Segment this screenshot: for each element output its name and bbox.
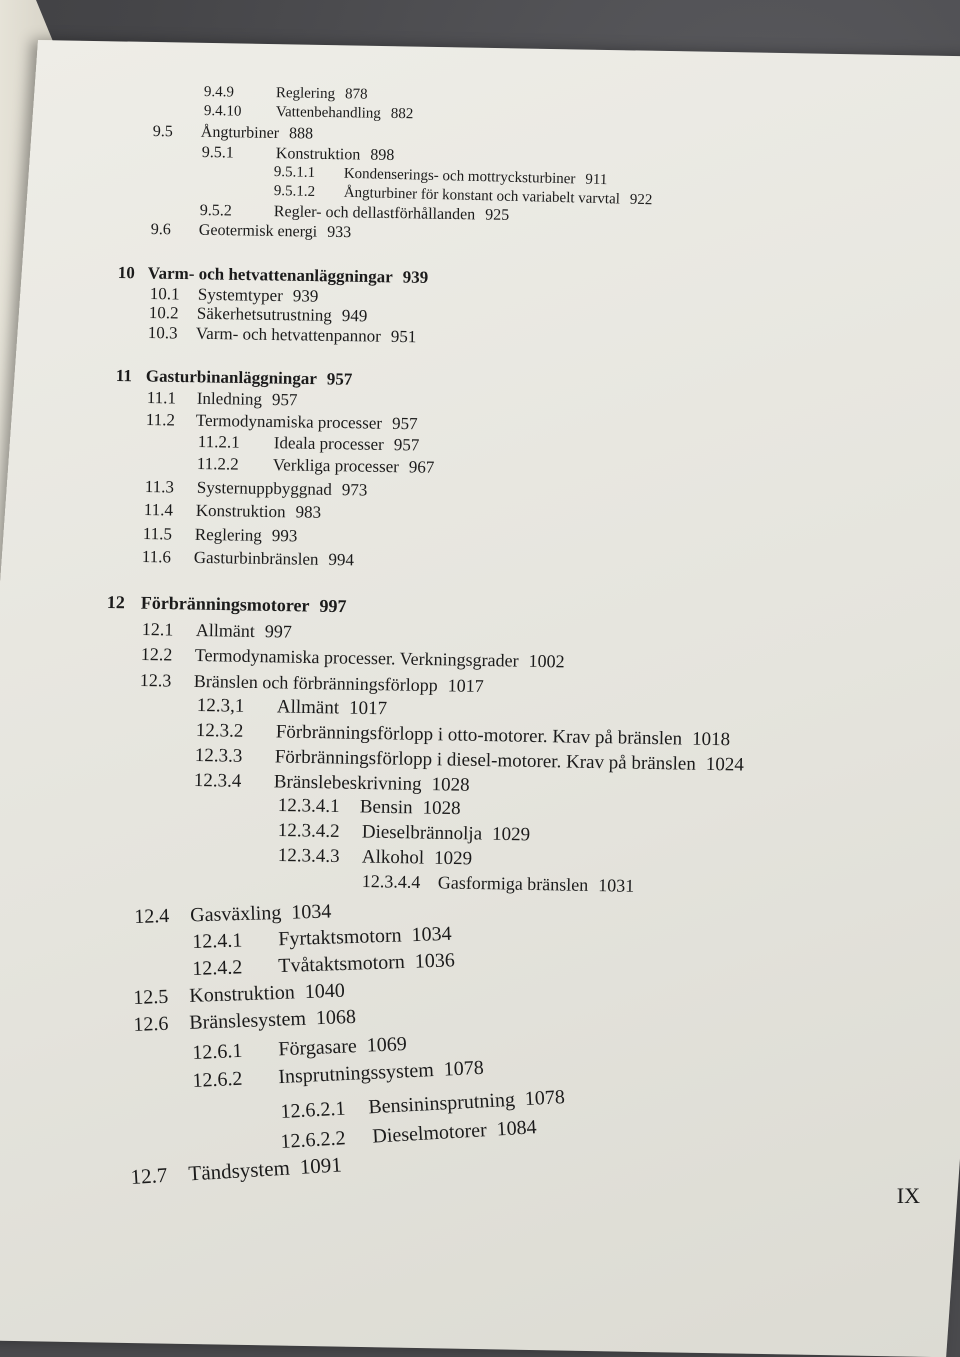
toc-entry-title-text: Förgasare bbox=[277, 1035, 358, 1061]
toc-entry-title bbox=[278, 1034, 407, 1059]
toc-entry-page: 983 bbox=[295, 502, 322, 522]
toc-entry-title-text: Gasväxling bbox=[189, 901, 282, 927]
toc-entry-title bbox=[275, 747, 744, 774]
toc-entry-title-text: Varm- och hetvattenanläggningar bbox=[147, 263, 393, 287]
toc-entry-title bbox=[362, 847, 473, 868]
toc-entry-title-text: Allmänt bbox=[276, 696, 340, 719]
toc-entry-page: 951 bbox=[390, 326, 417, 347]
toc-entry-title-text: Geotermisk energi bbox=[198, 221, 318, 241]
toc-entry-page: 1017 bbox=[447, 675, 484, 696]
toc-entry-number: 10.3 bbox=[147, 323, 178, 343]
toc-entry-number: 11.2 bbox=[145, 410, 176, 430]
toc-entry-title bbox=[273, 456, 435, 476]
toc-entry-title bbox=[360, 797, 461, 818]
toc-entry-page: 1024 bbox=[705, 753, 744, 776]
toc-entry-number: 12 bbox=[106, 592, 126, 613]
toc-entry-title-text: Förbränningsförlopp i otto-motorer. Krav på bränslen bbox=[275, 721, 683, 750]
toc-entry-title-text: Konstruktion bbox=[188, 981, 296, 1008]
toc-entry-number: 9.5.1.1 bbox=[273, 164, 316, 182]
toc-entry-number: 9.4.9 bbox=[203, 84, 235, 101]
toc-entry-title-text: Förbränningsmotorer bbox=[140, 592, 310, 616]
toc-entry-number: 12.3,1 bbox=[196, 695, 245, 717]
toc-entry-number: 9.5.1.2 bbox=[273, 183, 316, 201]
toc-entry-title bbox=[278, 950, 455, 976]
toc-entry-page: 994 bbox=[328, 549, 355, 570]
toc-entry-number: 12.6 bbox=[132, 1012, 169, 1036]
toc-entry-title-text: Förbränningsförlopp i diesel-motorer. Krav på bränslen bbox=[274, 746, 697, 775]
toc-entry-number: 9.5.2 bbox=[199, 202, 233, 220]
toc-entry-title bbox=[362, 822, 531, 844]
toc-entry-title-text: Termodynamiska processer bbox=[195, 410, 383, 433]
toc-entry-page: 888 bbox=[288, 125, 314, 143]
toc-entry-page: 1069 bbox=[366, 1033, 408, 1057]
toc-entry-page: 997 bbox=[264, 621, 292, 642]
toc-entry-title-text: Reglering bbox=[275, 85, 336, 103]
toc-entry-title-text: Vattenbehandling bbox=[275, 104, 381, 122]
toc-entry-title bbox=[274, 204, 510, 224]
toc-entry-page: 882 bbox=[390, 105, 414, 123]
toc-entry-title bbox=[278, 924, 452, 949]
toc-entry-title bbox=[148, 264, 429, 285]
toc-entry-title bbox=[188, 1154, 342, 1184]
toc-entry-title-text: Regler- och dellastförhållanden bbox=[273, 203, 476, 224]
toc-entry-title-text: Bensininsprutning bbox=[367, 1088, 516, 1119]
toc-entry-title-text: Alkohol bbox=[361, 846, 425, 869]
toc-entry-title bbox=[277, 697, 388, 718]
toc-entry-page: 922 bbox=[629, 191, 653, 209]
toc-entry-number: 12.3.4.3 bbox=[277, 845, 340, 868]
toc-entry-title-text: Konstruktion bbox=[195, 500, 286, 522]
toc-entry-title-text: Varm- och hetvattenpannor bbox=[195, 323, 382, 346]
toc-entry-number: 12.3.4 bbox=[193, 770, 242, 792]
toc-entry-number: 11.5 bbox=[142, 524, 173, 544]
toc-entry-page: 1002 bbox=[528, 650, 565, 672]
toc-entry-title-text: Konstruktion bbox=[275, 145, 361, 164]
toc-entry-number: 12.6.2.2 bbox=[279, 1127, 347, 1153]
toc-entry-title-text: Insprutningssystem bbox=[277, 1059, 435, 1089]
toc-entry-page: 939 bbox=[292, 286, 319, 306]
toc-entry-title bbox=[276, 105, 414, 122]
toc-entry-page: 925 bbox=[485, 206, 510, 224]
toc-entry-title-text: Verkliga processer bbox=[272, 455, 400, 477]
toc-entry-number: 12.4.1 bbox=[191, 929, 243, 953]
toc-entry-title bbox=[276, 86, 368, 102]
toc-entry-title-text: Bränslebeskrivning bbox=[273, 771, 422, 795]
toc-entry-title-text: Ångturbiner bbox=[200, 123, 280, 142]
toc-entry-title bbox=[194, 549, 354, 569]
toc-entry-page: 957 bbox=[271, 389, 298, 410]
toc-entry-page: 939 bbox=[402, 267, 429, 287]
toc-entry-page: 957 bbox=[326, 369, 353, 389]
toc-entry-title bbox=[372, 1117, 537, 1146]
toc-entry-number: 12.4.2 bbox=[191, 956, 243, 980]
toc-entry-page: 949 bbox=[341, 306, 368, 326]
toc-entry-number: 9.4.10 bbox=[203, 103, 242, 120]
toc-entry-page: 1078 bbox=[524, 1086, 566, 1111]
toc-entry-number: 12.3.4.4 bbox=[361, 871, 421, 893]
toc-entry-page: 997 bbox=[319, 595, 347, 617]
toc-entry-title bbox=[199, 223, 352, 241]
toc-entry-number: 12.3.4.2 bbox=[277, 820, 340, 843]
toc-entry-page: 1078 bbox=[443, 1056, 485, 1081]
toc-entry-title-text: Gasturbinanläggningar bbox=[145, 366, 317, 389]
toc-entry-page: 1028 bbox=[431, 774, 470, 796]
toc-entry-page: 898 bbox=[370, 146, 395, 165]
toc-entry-page: 878 bbox=[344, 86, 368, 103]
toc-entry-number: 11.4 bbox=[143, 500, 174, 520]
toc-entry-number: 9.5.1 bbox=[201, 144, 235, 162]
toc-entry-number: 11.2.1 bbox=[197, 432, 240, 452]
toc-entry-title-text: Bränslesystem bbox=[188, 1007, 307, 1034]
toc-entry-page: 957 bbox=[391, 413, 418, 434]
toc-entry-number: 12.7 bbox=[129, 1162, 168, 1189]
toc-entry-number: 12.4 bbox=[133, 905, 170, 928]
toc-entry-title-text: Tändsystem bbox=[187, 1155, 291, 1186]
toc-entry-page: 957 bbox=[393, 435, 420, 455]
toc-entry-number: 12.6.1 bbox=[191, 1039, 243, 1064]
toc-entry-number: 12.6.2 bbox=[191, 1067, 243, 1092]
toc-entry-title-text: Bränslen och förbränningsförlopp bbox=[193, 670, 438, 696]
toc-entry-number: 11.6 bbox=[141, 547, 172, 567]
toc-entry-title bbox=[276, 722, 731, 749]
toc-entry-number: 12.1 bbox=[141, 619, 174, 640]
toc-entry-title bbox=[196, 325, 417, 345]
toc-entry-title bbox=[141, 594, 347, 616]
toc-entry-title-text: Termodynamiska processer. Verkningsgrader bbox=[194, 644, 519, 671]
toc-entry-page: 973 bbox=[341, 480, 368, 500]
toc-entry-page: 1029 bbox=[491, 823, 531, 846]
toc-entry-number: 12.5 bbox=[132, 985, 169, 1009]
toc-entry-page: 1091 bbox=[299, 1152, 343, 1179]
toc-entry-title-text: Kondenserings- och mottrycksturbiner bbox=[343, 165, 576, 188]
toc-entry-title-text: Bensin bbox=[359, 796, 413, 819]
toc-entry-title bbox=[274, 772, 470, 794]
toc-entry-page: 967 bbox=[408, 457, 435, 477]
toc-entry-title-text: Tvåtaktsmotorn bbox=[277, 950, 406, 978]
toc-entry-page: 1034 bbox=[411, 922, 452, 947]
toc-entry-title-text: Systernuppbyggnad bbox=[196, 477, 333, 499]
toc-entry-number: 10.2 bbox=[148, 303, 179, 323]
toc-entry-page: 1018 bbox=[691, 728, 731, 751]
toc-entry-title-text: Ångturbiner för konstant och variabelt varvtal bbox=[343, 184, 621, 208]
toc-entry-title-text: Gasturbinbränslen bbox=[193, 547, 319, 569]
toc-entry-number: 11.2.2 bbox=[196, 454, 239, 474]
toc-entry-title-text: Dieselbrännolja bbox=[361, 821, 483, 845]
toc-entry-title-text: Reglering bbox=[194, 524, 263, 545]
toc-entry-number: 12.3.4.1 bbox=[277, 795, 340, 818]
toc-entry-number: 12.6.2.1 bbox=[279, 1097, 347, 1123]
toc-entry-title-text: Allmänt bbox=[195, 619, 256, 641]
toc-entry-title bbox=[198, 286, 319, 305]
toc-entry-number: 12.3 bbox=[139, 670, 172, 691]
toc-entry-page: 1034 bbox=[291, 900, 332, 924]
toc-entry-number: 10 bbox=[117, 263, 136, 283]
toc-entry-page: 1029 bbox=[433, 847, 473, 870]
toc-entry-title bbox=[146, 367, 353, 387]
toc-entry-title bbox=[274, 434, 420, 453]
toc-entry-title bbox=[195, 646, 565, 670]
toc-entry-title-text: Ideala processer bbox=[273, 433, 384, 454]
toc-entry-number: 12.3.2 bbox=[195, 720, 244, 742]
toc-entry-title-text: Säkerhetsutrustning bbox=[196, 303, 333, 325]
toc-entry-title bbox=[201, 125, 313, 143]
toc-entry-title-text: Fyrtaktsmotorn bbox=[277, 924, 402, 951]
toc-entry-title-text: Dieselmotorer bbox=[371, 1119, 488, 1148]
toc-entry-page: 1031 bbox=[598, 875, 635, 896]
toc-entry-title bbox=[197, 305, 368, 325]
toc-entry-title bbox=[278, 1058, 484, 1087]
toc-entry-number: 11.3 bbox=[144, 477, 175, 497]
toc-entry-title bbox=[438, 873, 635, 894]
toc-entry-number: 11 bbox=[115, 366, 133, 386]
toc-entry-title bbox=[190, 901, 332, 925]
toc-entry-title-text: Gasformiga bränslen bbox=[437, 872, 589, 895]
toc-entry-page: 911 bbox=[585, 171, 608, 189]
toc-entry-number: 11.1 bbox=[146, 388, 177, 408]
toc-entry-number: 10.1 bbox=[149, 284, 180, 304]
toc-entry-number: 12.3.3 bbox=[194, 745, 243, 767]
toc-entry-title bbox=[197, 390, 298, 409]
toc-entry-title bbox=[189, 1007, 356, 1033]
toc-entry-title bbox=[368, 1087, 565, 1117]
toc-entry-page: 1084 bbox=[495, 1116, 538, 1141]
toc-entry-title-text: Systemtyper bbox=[197, 284, 283, 306]
toc-entry-number: 12.2 bbox=[140, 644, 173, 665]
toc-entry-page: 993 bbox=[271, 526, 298, 546]
toc-entry-page: 1028 bbox=[422, 797, 461, 820]
toc-entry-title bbox=[197, 479, 368, 499]
toc-entry-page: 1040 bbox=[304, 979, 346, 1003]
toc-entry-page: 1017 bbox=[348, 697, 388, 720]
toc-entry-title bbox=[194, 672, 484, 695]
toc-entry-title bbox=[276, 146, 395, 164]
toc-entry-number: 9.6 bbox=[150, 221, 172, 239]
toc-entry-title bbox=[196, 412, 418, 432]
toc-entry-page: 933 bbox=[327, 223, 352, 242]
toc-entry-page: 1068 bbox=[315, 1005, 357, 1030]
toc-entry-title bbox=[195, 526, 298, 545]
toc-entry-page: 1036 bbox=[414, 949, 456, 973]
toc-entry-title bbox=[189, 981, 345, 1006]
toc-entry-title bbox=[196, 502, 321, 521]
page-number: IX bbox=[896, 1183, 920, 1208]
toc-entry-title-text: Inledning bbox=[196, 388, 263, 409]
toc-entry-number: 9.5 bbox=[152, 123, 174, 141]
toc-entry-title bbox=[196, 621, 292, 641]
